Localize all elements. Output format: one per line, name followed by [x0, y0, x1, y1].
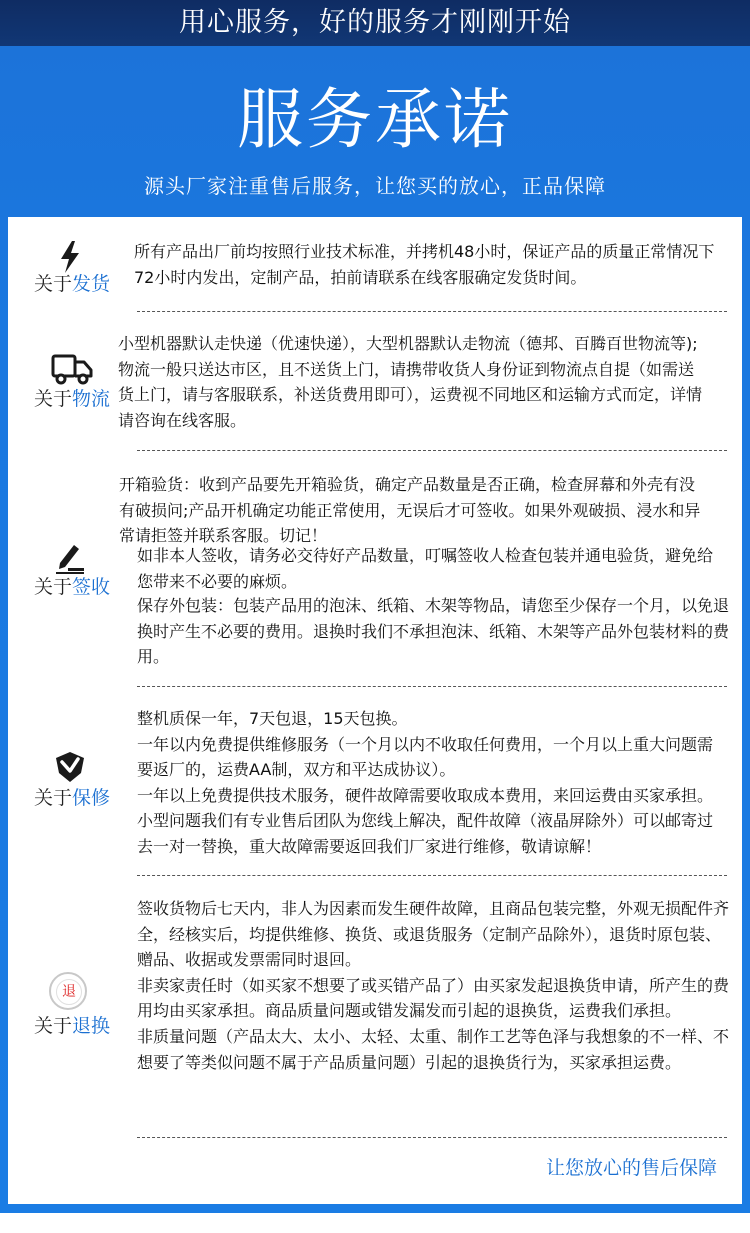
receipt-text-1 [119, 472, 709, 549]
shipping-text [134, 239, 718, 290]
shield-check-icon [52, 749, 88, 785]
label-logistics: 关于物流 [33, 388, 111, 410]
divider [137, 686, 727, 687]
slogan-bar [0, 0, 750, 46]
pen-sign-icon [52, 539, 88, 575]
divider [137, 875, 727, 876]
divider [137, 311, 727, 312]
label-shipping: 关于发货 [33, 273, 111, 295]
label-receipt: 关于签收 [33, 576, 111, 598]
warranty-paragraph: 一年以上免费提供技术服务，硬件故障需要收取成本费用，来回运费由买家承担。 [137, 785, 714, 805]
assurance-link[interactable]: 让您放心的售后保障 [545, 1157, 717, 1179]
truck-icon [50, 350, 94, 386]
logistics-paragraph: 小型机器默认走快递（优速快递），大型机器默认走物流（德邦、百腾百世物流等);物流一般只送达市区，且不送货上门，请携带收货人身份证到物流点自提（如需送货上门，请与客服联系，补送货费用即可），运费视不同地区和运输方式而定，详情请咨询在线客服。 [118, 334, 703, 430]
receipt-text-2 [137, 543, 727, 594]
page-title: 服务承诺 [237, 81, 513, 158]
receipt-paragraph: 开箱验货：收到产品要先开箱验货，确定产品数量是否正确，检查屏幕和外壳有没有破损问;产品开机确定功能正常使用，无误后才可签收。如果外观破损、浸水和异常请拒签并联系客服。切记！ [119, 475, 701, 546]
return-stamp-glyph: 退 [56, 979, 82, 1005]
warranty-paragraph: 一年以内免费提供维修服务（一个月以内不收取任何费用，一个月以上重大问题需要返厂的，运费AA制，双方和平达成协议）。 [137, 734, 714, 780]
returns-paragraph: 非质量问题（产品太大、太小、太轻、太重、制作工艺等色泽与我想象的不一样、不想要了等类似问题不属于产品质量问题）引起的退换货行为，买家承担运费。 [137, 1026, 730, 1072]
return-stamp-icon [49, 972, 87, 1010]
label-warranty: 关于保修 [33, 787, 111, 809]
divider [137, 1137, 727, 1138]
receipt-paragraph: 如非本人签收，请务必交待好产品数量，叮嘱签收人检查包装并通电验货，避免给您带来不必要的麻烦。 [137, 546, 714, 591]
returns-paragraph: 签收货物后七天内，非人为因素而发生硬件故障，且商品包装完整，外观无损配件齐全，经核实后，均提供维修、换货、或退货服务（定制产品除外），退货时原包装、赠品、收据或发票需同时退回。 [137, 899, 730, 970]
warranty-text [137, 706, 727, 860]
divider [137, 450, 727, 451]
service-card [8, 217, 742, 1204]
returns-paragraph: 非卖家责任时（如买家不想要了或买错产品了）由买家发起退换货申请，所产生的费用均由买家承担。商品质量问题或错发漏发而引起的退换货，运费我们承担。 [137, 975, 730, 1021]
receipt-paragraph: 保存外包装：包装产品用的泡沫、纸箱、木架等物品，请您至少保存一个月，以免退换时产生不必要的费用。退换时我们不承担泡沫、纸箱、木架等产品外包装材料的费用。 [137, 596, 730, 667]
logistics-text [118, 331, 708, 433]
returns-text [137, 896, 729, 1075]
page-subtitle: 源头厂家注重售后服务，让您买的放心，正品保障 [144, 174, 606, 198]
warranty-paragraph: 整机质保一年，7天包退，15天包换。 [137, 709, 408, 728]
shipping-paragraph: 所有产品出厂前均按照行业技术标准，并拷机48小时，保证产品的质量正常情况下72小时内发出，定制产品，拍前请联系在线客服确定发货时间。 [134, 242, 715, 287]
label-returns: 关于退换 [33, 1015, 111, 1037]
warranty-paragraph: 小型问题我们有专业售后团队为您线上解决，配件故障（液晶屏除外）可以邮寄过去一对一替换，重大故障需要返回我们厂家进行维修，敬请谅解！ [137, 811, 714, 856]
slogan-text: 用心服务，好的服务才刚刚开始 [179, 7, 571, 38]
lightning-icon [52, 239, 88, 275]
receipt-text-3 [137, 593, 731, 670]
